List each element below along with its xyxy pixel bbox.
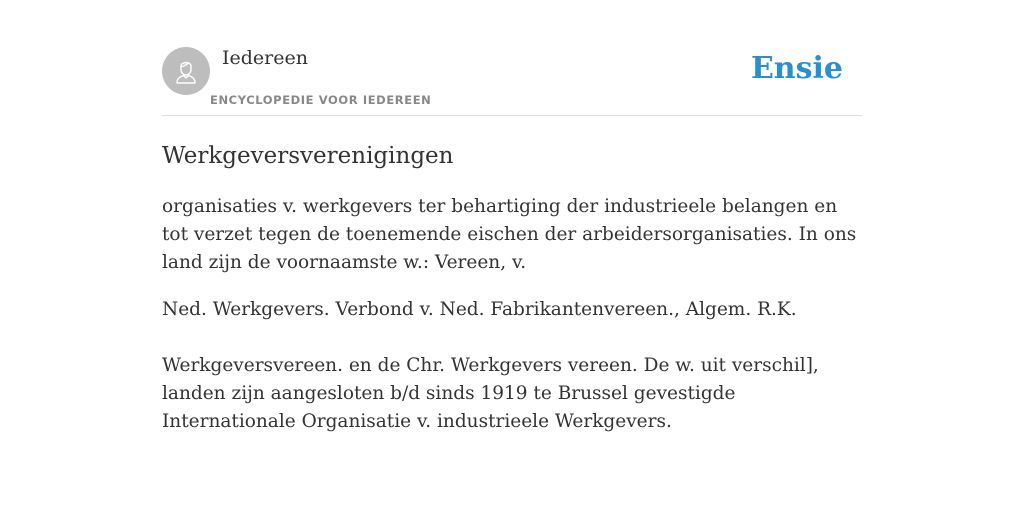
article-paragraph: Werkgeversvereen. en de Chr. Werkgevers vereen. De w. uit verschil], landen zijn aangesloten b/d sinds 1919 te Brussel gevestigde Internationale Organisatie v. industrieele Werkgevers. (162, 355, 819, 432)
brand-logo[interactable]: Ensie (750, 51, 843, 86)
article-paragraph: Ned. Werkgevers. Verbond v. Ned. Fabrikantenvereen., Algem. R.K. (162, 299, 797, 320)
user-silhouette-icon (171, 56, 201, 86)
site-subtitle: ENCYCLOPEDIE VOOR IEDEREEN (210, 93, 432, 107)
avatar[interactable] (162, 47, 210, 95)
author-name[interactable]: Iedereen (222, 47, 308, 69)
page-title: Werkgeversverenigingen (162, 143, 454, 169)
page-content (162, 0, 862, 436)
page-header (162, 0, 862, 116)
article-paragraph: organisaties v. werkgevers ter behartiging der industrieele belangen en tot verzet tegen de toenemende eischen der arbeidersorganisaties. In ons land zijn de voornaamste w.: Vereen, v. (162, 196, 857, 273)
